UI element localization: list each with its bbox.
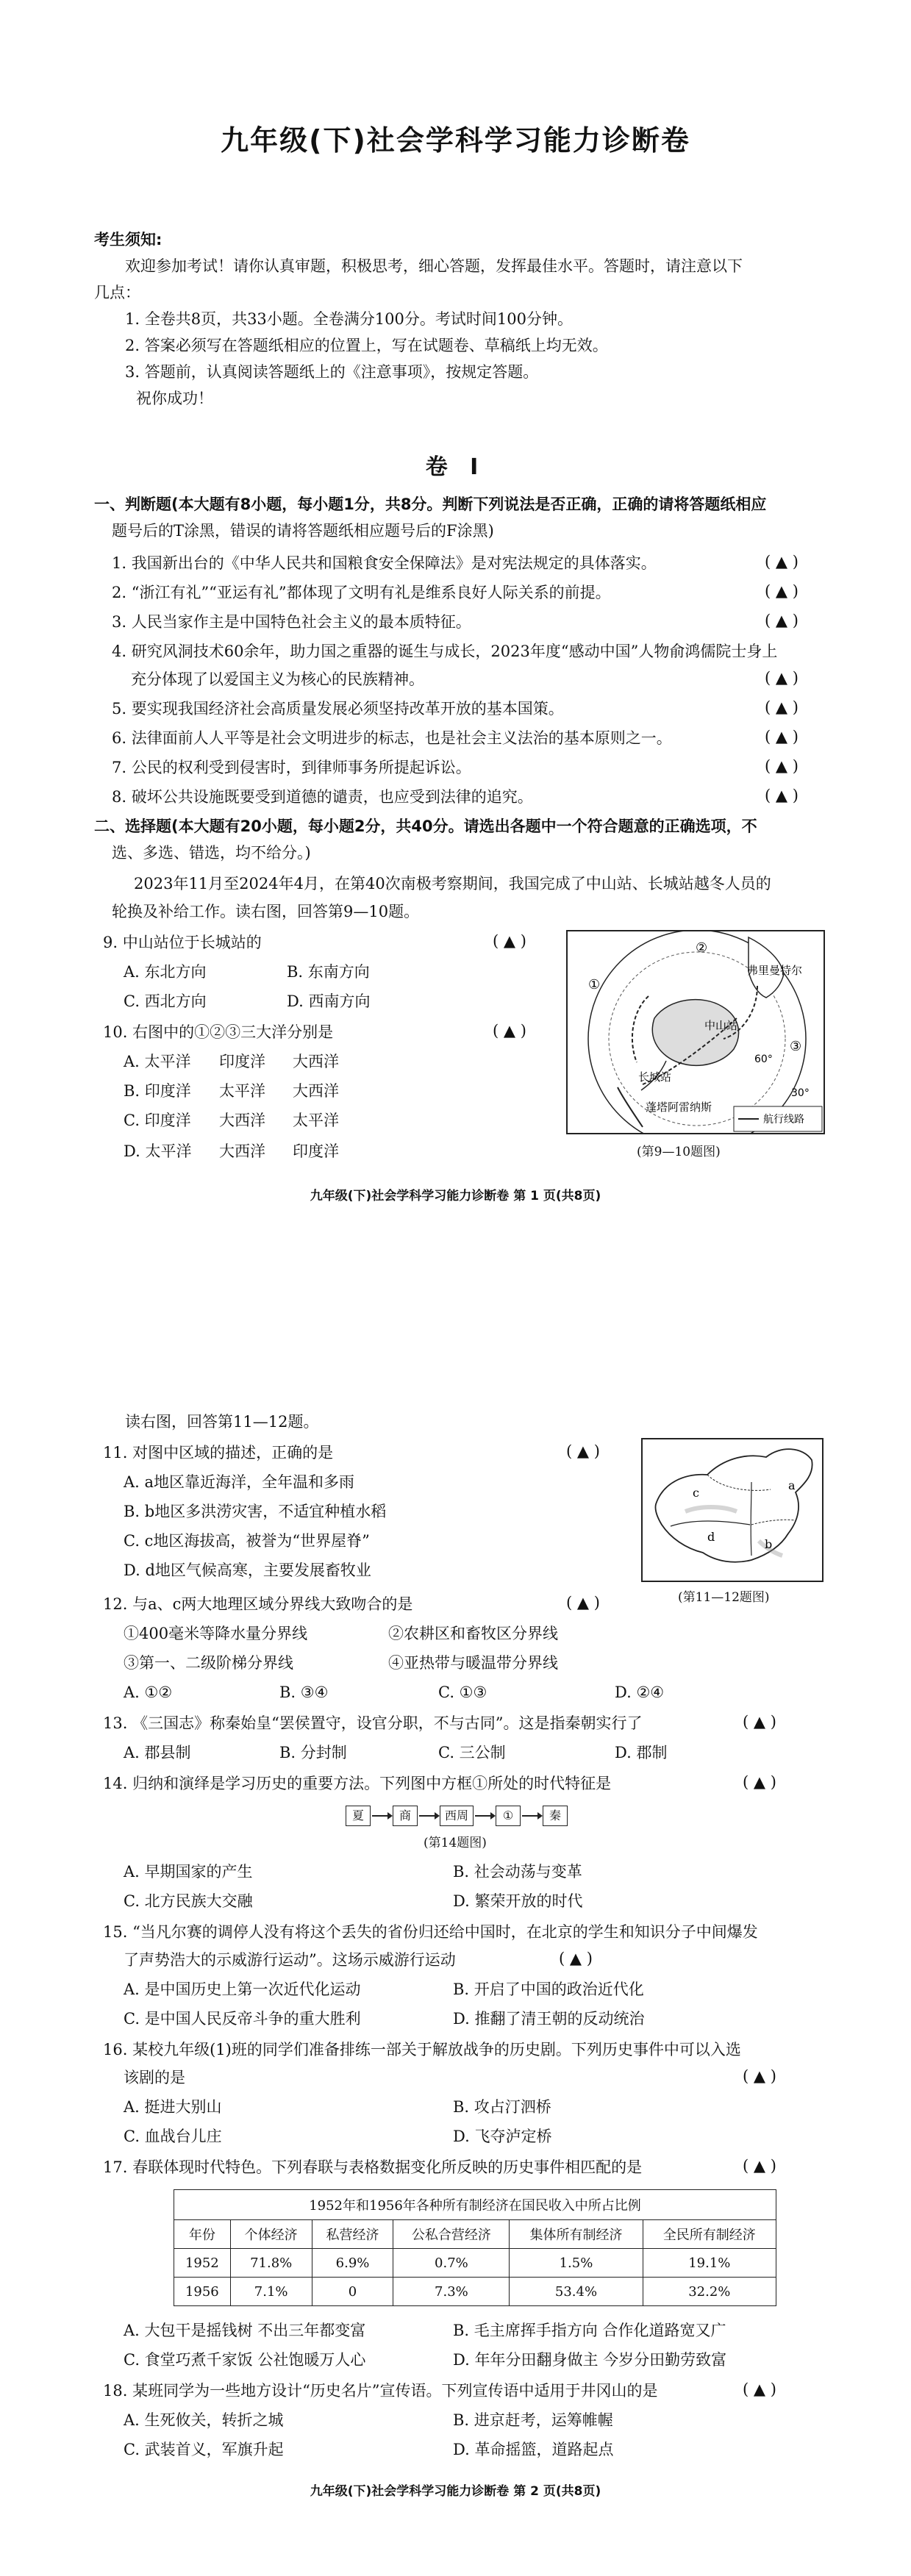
table-header: 集体所有制经济 [510, 2220, 643, 2249]
map-region-b: b [765, 1537, 773, 1551]
question-15: 15. “当凡尔赛的调停人没有将这个丢失的省份归还给中国时，在北京的学生和知识分子中间爆发 [103, 1923, 758, 1941]
antarctica-map [566, 930, 825, 1134]
option: B. 分封制 [279, 1744, 347, 1761]
option: D. ②④ [615, 1684, 665, 1701]
answer-mark: ( ▲ ) [765, 669, 799, 687]
map-region-a: a [788, 1478, 796, 1492]
page-footer: 九年级(下)社会学科学习能力诊断卷 第 2 页(共8页) [310, 2484, 601, 2499]
option: B. 印度洋 [124, 1082, 191, 1100]
question-7: 7. 公民的权利受到侵害时，到律师事务所提起诉讼。 [112, 759, 471, 776]
seq-box: 夏 [346, 1806, 371, 1826]
table-header: 全民所有制经济 [643, 2220, 776, 2249]
map-label-zhongshan: 中山站 [704, 1019, 738, 1032]
seq-box: 秦 [543, 1806, 568, 1826]
option: C. 西北方向 [124, 992, 207, 1010]
map-region-d: d [707, 1530, 715, 1544]
option: ③第一、二级阶梯分界线 [124, 1654, 293, 1672]
notice-item: 2. 答案必须写在答题纸相应的位置上，写在试题卷、草稿纸上均无效。 [125, 337, 608, 354]
question-10: 10. 右图中的①②③三大洋分别是 [103, 1023, 334, 1041]
seq-caption: (第14题图) [424, 1836, 487, 1850]
page-footer: 九年级(下)社会学科学习能力诊断卷 第 1 页(共8页) [310, 1189, 601, 1203]
table-cell: 7.1% [230, 2278, 312, 2306]
map-legend: 航行线路 [763, 1114, 804, 1126]
table-cell: 53.4% [510, 2278, 643, 2306]
notice-line: 欢迎参加考试！请你认真审题，积极思考，细心答题，发挥最佳水平。答题时，请注意以下 [125, 257, 743, 275]
answer-mark: ( ▲ ) [743, 2380, 776, 2398]
option: 太平洋 [293, 1112, 339, 1129]
option: 大西洋 [293, 1053, 339, 1070]
option: D. 西南方向 [287, 992, 371, 1010]
option: 大西洋 [219, 1142, 265, 1160]
option: A. 郡县制 [124, 1744, 191, 1761]
table-row [174, 2249, 776, 2278]
map-label-perth: 弗里曼特尔 [747, 964, 803, 977]
answer-mark: ( ▲ ) [743, 1713, 776, 1731]
part2-header: 选、多选、错选，均不给分。) [112, 844, 311, 862]
answer-mark: ( ▲ ) [765, 698, 799, 716]
option: 大西洋 [293, 1082, 339, 1100]
notice-item: 1. 全卷共8页，共33小题。全卷满分100分。考试时间100分钟。 [125, 310, 573, 328]
map-label-changcheng: 长城站 [638, 1070, 672, 1084]
option: C. 血战台儿庄 [124, 2128, 222, 2145]
option: D. 繁荣开放的时代 [453, 1892, 583, 1910]
map-label-30: 30° [791, 1087, 810, 1099]
option: B. 社会动荡与变革 [453, 1863, 582, 1881]
notice-line: 几点： [94, 284, 140, 301]
part2-intro: 2023年11月至2024年4月，在第40次南极考察期间，我国完成了中山站、长城站越冬人员的 [134, 875, 771, 892]
table-cell: 32.2% [643, 2278, 776, 2306]
answer-mark: ( ▲ ) [765, 787, 799, 804]
option: C. ①③ [438, 1684, 487, 1701]
answer-mark: ( ▲ ) [765, 612, 799, 629]
answer-mark: ( ▲ ) [765, 582, 799, 600]
exam-title: 九年级(下)社会学科学习能力诊断卷 [221, 124, 690, 157]
ocean-label-3: ③ [790, 1039, 802, 1054]
option: B. 攻占汀泗桥 [453, 2098, 551, 2116]
table-cell: 1952 [174, 2249, 231, 2278]
option: D. 飞夺泸定桥 [453, 2128, 552, 2145]
option: B. b地区多洪涝灾害，不适宜种植水稻 [124, 1503, 387, 1520]
part2-header: 二、选择题(本大题有20小题，每小题2分，共40分。请选出各题中一个符合题意的正确选项，不 [94, 817, 757, 835]
answer-mark: ( ▲ ) [559, 1950, 593, 1967]
question-17: 17. 春联体现时代特色。下列春联与表格数据变化所反映的历史事件相匹配的是 [103, 2158, 643, 2176]
answer-mark: ( ▲ ) [493, 1022, 526, 1040]
option: B. ③④ [279, 1684, 329, 1701]
option: ④亚热带与暖温带分界线 [388, 1654, 558, 1672]
option: A. 大包干是摇钱树 不出三年都变富 [124, 2322, 366, 2339]
option: A. 生死攸关，转折之城 [124, 2411, 284, 2429]
answer-mark: ( ▲ ) [743, 2067, 776, 2085]
notice-item: 3. 答题前，认真阅读答题纸上的《注意事项》，按规定答题。 [125, 363, 539, 381]
option: C. 是中国人民反帝斗争的重大胜利 [124, 2010, 361, 2028]
question-5: 5. 要实现我国经济社会高质量发展必须坚持改革开放的基本国策。 [112, 700, 564, 718]
option: C. 食堂巧煮千家饭 公社饱暖万人心 [124, 2351, 366, 2369]
question-18: 18. 某班同学为一些地方设计“历史名片”宣传语。下列宣传语中适用于井冈山的是 [103, 2382, 658, 2400]
option: D. 郡制 [615, 1744, 668, 1761]
part1-header: 题号后的T涂黑，错误的请将答题纸相应题号后的F涂黑) [112, 522, 494, 540]
question-4: 4. 研究风洞技术60余年，助力国之重器的诞生与成长，2023年度“感动中国”人物俞鸿儒院士身上 [112, 643, 778, 660]
page-1 [0, 0, 911, 1264]
question-9: 9. 中山站位于长城站的 [103, 934, 262, 951]
reading-intro: 读右图，回答第11—12题。 [125, 1413, 319, 1431]
option: ①400毫米等降水量分界线 [124, 1625, 308, 1642]
seq-box: 商 [393, 1806, 418, 1826]
answer-mark: ( ▲ ) [765, 553, 799, 570]
question-3: 3. 人民当家作主是中国特色社会主义的最本质特征。 [112, 613, 471, 631]
option: C. 印度洋 [124, 1112, 191, 1129]
table-cell: 1956 [174, 2278, 231, 2306]
dynasty-sequence [346, 1806, 568, 1826]
option: 大西洋 [219, 1112, 265, 1129]
option: B. 东南方向 [287, 963, 370, 981]
option: B. 进京赶考，运筹帷幄 [453, 2411, 613, 2429]
table-cell: 7.3% [393, 2278, 510, 2306]
answer-mark: ( ▲ ) [743, 2157, 776, 2175]
question-13: 13. 《三国志》称秦始皇“罢侯置守，设官分职，不与古同”。这是指秦朝实行了 [103, 1714, 643, 1732]
table-row [174, 2278, 776, 2306]
option: 印度洋 [293, 1142, 339, 1160]
option: B. 毛主席挥手指方向 合作化道路宽又广 [453, 2322, 726, 2339]
option: C. c地区海拔高，被誉为“世界屋脊” [124, 1532, 370, 1550]
ocean-label-2: ② [696, 940, 708, 956]
option: A. 早期国家的产生 [124, 1863, 253, 1881]
question-2: 2. “浙江有礼”“亚运有礼”都体现了文明有礼是维系良好人际关系的前提。 [112, 584, 611, 601]
option: A. 太平洋 [124, 1053, 191, 1070]
part1-header: 一、判断题(本大题有8小题，每小题1分，共8分。判断下列说法是否正确，正确的请将答题纸相应 [94, 495, 767, 513]
map-label-60: 60° [754, 1053, 773, 1065]
notice-wish: 祝你成功！ [136, 390, 213, 407]
table-header: 年份 [174, 2220, 231, 2249]
table-cell: 6.9% [312, 2249, 393, 2278]
map-caption: (第11—12题图) [678, 1590, 770, 1605]
question-8: 8. 破坏公共设施既要受到道德的谴责，也应受到法律的追究。 [112, 788, 533, 806]
option: C. 武装首义，军旗升起 [124, 2441, 284, 2458]
table-cell: 0 [312, 2278, 393, 2306]
arrow-icon [372, 1815, 391, 1817]
answer-mark: ( ▲ ) [566, 1442, 600, 1460]
answer-mark: ( ▲ ) [566, 1594, 600, 1611]
option: C. 北方民族大交融 [124, 1892, 253, 1910]
question-14: 14. 归纳和演绎是学习历史的重要方法。下列图中方框①所处的时代特征是 [103, 1775, 612, 1792]
option: A. 是中国历史上第一次近代化运动 [124, 1981, 361, 1998]
question-16: 16. 某校九年级(1)班的同学们准备排练一部关于解放战争的历史剧。下列历史事件中可以入选 [103, 2041, 741, 2058]
answer-mark: ( ▲ ) [765, 728, 799, 745]
option: C. 三公制 [438, 1744, 506, 1761]
table-header-row [174, 2220, 776, 2249]
question-4: 充分体现了以爱国主义为核心的民族精神。 [131, 670, 424, 688]
notice-heading: 考生须知: [94, 231, 162, 248]
map-label-punta: 蓬塔阿雷纳斯 [646, 1101, 712, 1114]
page-2 [0, 1397, 911, 2576]
option: D. 推翻了清王朝的反动统治 [453, 2010, 645, 2028]
option: 印度洋 [219, 1053, 265, 1070]
option: A. 东北方向 [124, 963, 207, 981]
table-cell: 19.1% [643, 2249, 776, 2278]
option: A. a地区靠近海洋，全年温和多雨 [124, 1473, 355, 1491]
seq-box: ① [496, 1806, 521, 1826]
question-11: 11. 对图中区域的描述，正确的是 [103, 1444, 334, 1461]
question-6: 6. 法律面前人人平等是社会文明进步的标志，也是社会主义法治的基本原则之一。 [112, 729, 672, 747]
arrow-icon [522, 1815, 541, 1817]
section-title: 卷 Ⅰ [425, 454, 486, 480]
table-cell: 0.7% [393, 2249, 510, 2278]
map-region-c: c [693, 1486, 699, 1500]
ocean-label-1: ① [588, 977, 601, 992]
table-cell: 1.5% [510, 2249, 643, 2278]
answer-mark: ( ▲ ) [765, 757, 799, 775]
table-cell: 71.8% [230, 2249, 312, 2278]
answer-mark: ( ▲ ) [493, 932, 526, 950]
question-16: 该剧的是 [124, 2069, 185, 2086]
question-12: 12. 与a、c两大地理区域分界线大致吻合的是 [103, 1595, 413, 1613]
question-15: 了声势浩大的示威游行运动”。这场示威游行运动 [124, 1951, 456, 1969]
option: D. 革命摇篮，道路起点 [453, 2441, 614, 2458]
table-caption: 1952年和1956年各种所有制经济在国民收入中所占比例 [174, 2190, 776, 2220]
option: ②农耕区和畜牧区分界线 [388, 1625, 558, 1642]
option: 太平洋 [219, 1082, 265, 1100]
table-header: 私营经济 [312, 2220, 393, 2249]
china-region-map [641, 1438, 824, 1582]
arrow-icon [419, 1815, 438, 1817]
option: D. 年年分田翻身做主 今岁分田勤劳致富 [453, 2351, 727, 2369]
seq-box: 西周 [440, 1806, 474, 1826]
map-caption: (第9—10题图) [637, 1145, 721, 1159]
option: B. 开启了中国的政治近代化 [453, 1981, 644, 1998]
arrow-icon [475, 1815, 494, 1817]
option: D. 太平洋 [124, 1142, 192, 1160]
table-header: 个体经济 [230, 2220, 312, 2249]
option: A. 挺进大别山 [124, 2098, 222, 2116]
option: A. ①② [124, 1684, 173, 1701]
table-header: 公私合营经济 [393, 2220, 510, 2249]
economy-table [174, 2189, 776, 2306]
part2-intro: 轮换及补给工作。读右图，回答第9—10题。 [112, 903, 420, 920]
question-1: 1. 我国新出台的《中华人民共和国粮食安全保障法》是对宪法规定的具体落实。 [112, 554, 657, 572]
option: D. d地区气候高寒，主要发展畜牧业 [124, 1561, 371, 1579]
answer-mark: ( ▲ ) [743, 1773, 776, 1791]
